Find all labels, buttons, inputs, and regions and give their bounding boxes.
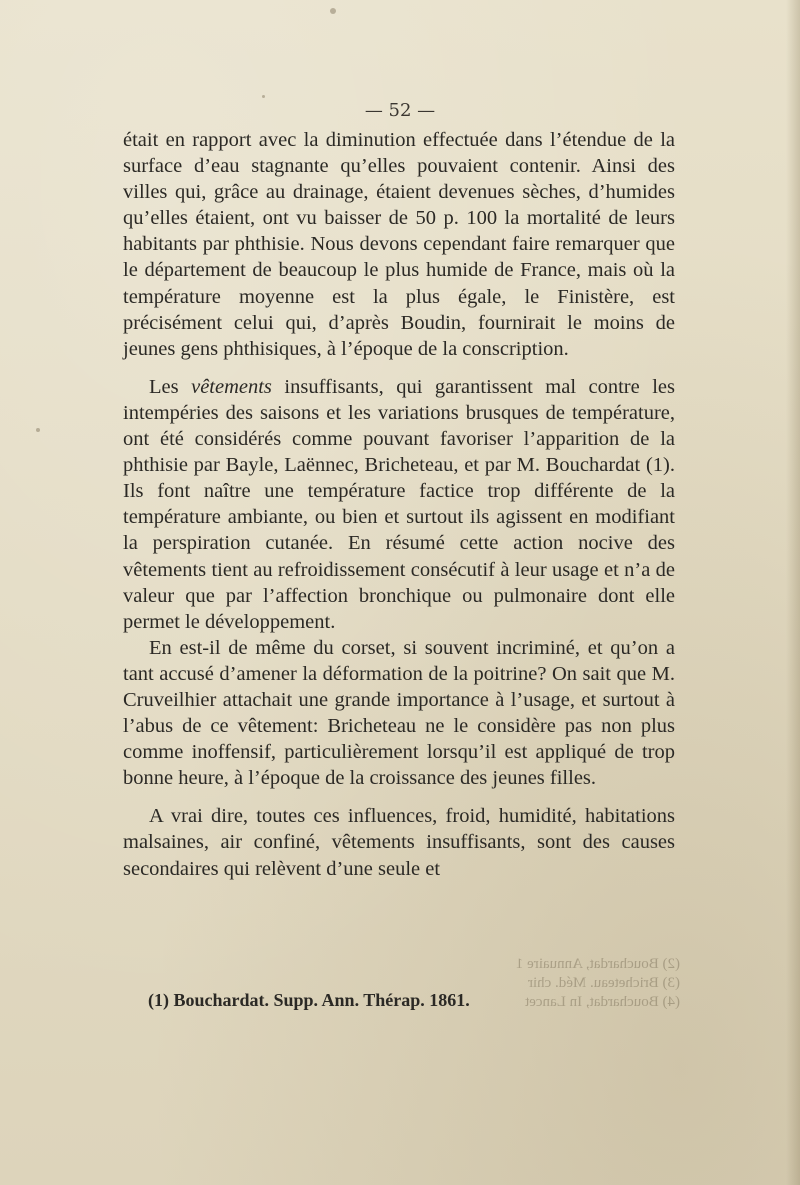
paragraph-2-lead: Les [149,375,192,398]
bleed-through-text [470,955,680,1012]
paragraph-3: En est-il de même du corset, si souvent incriminé, et qu’on a tant accusé d’amener la déformation de la poitrine? On sait que M. Cruveilhier attachait une grande importance à l’usage, et surtout à l’abus de ce vêtement: Bricheteau ne le considère pas non plus comme inoffensif, particulièrement lorsqu’il est appliqué de trop bonne heure, à l’époque de la croissance des jeunes filles. [123,636,675,790]
bleed-through-line: (3) Bricheteau. Méd. chir [527,975,680,991]
body-text [123,127,675,882]
bleed-through-line: (2) Bouchardat, Annuaire 1 [515,956,680,972]
italic-term-vetements: vêtements [191,375,272,398]
paragraph-1: était en rapport avec la diminution effectuée dans l’étendue de la surface d’eau stagnante qu’elles pouvaient contenir. Ainsi des villes qui, grâce au drainage, étaient devenues sèches, d’humides qu’elles étaient, ont vu baisser de 50 p. 100 la mortalité de leurs habitants par phthisie. Nous devons cependant faire remarquer que le département de beaucoup le plus humide de France, mais où la température moyenne est la plus égale, le Finistère, est précisément celui qui, d’après Boudin, fournirait le moins de jeunes gens phthisiques, à l’époque de la conscription. [123,129,675,360]
paper-speck [262,95,265,98]
paragraph-2-text: insuffisants, qui garantissent mal contre les intempéries des saisons et les variations brusques de température, ont été considérés comme pouvant favoriser l’apparition de la phthisie par Bayle, Laënnec, Bricheteau, et par M. Bouchardat (1). Ils font naître une température factice trop différente de la température ambiante, ou bien et surtout ils agissent en modifiant la perspiration cutanée. En résumé cette action nocive des vêtements tient au refroidissement consécutif à leur usage et n’a de valeur que par l’affection bronchique ou pulmonaire dont elle permet le développement. [123,375,675,633]
paragraph-4: A vrai dire, toutes ces influences, froid, humidité, habitations malsaines, air confiné, vêtements insuffisants, sont des causes secondaires qui relèvent d’une seule et [123,805,675,880]
page-number: — 52 — [364,100,436,121]
paper-speck [330,8,336,14]
bleed-through-line: (4) Bouchardat, In Lancet [525,994,680,1010]
paragraph-2-space [272,376,285,398]
paragraph-2 [123,374,675,635]
paper-speck [36,428,40,432]
footnote: (1) Bouchardat. Supp. Ann. Thérap. 1861. [148,990,470,1010]
